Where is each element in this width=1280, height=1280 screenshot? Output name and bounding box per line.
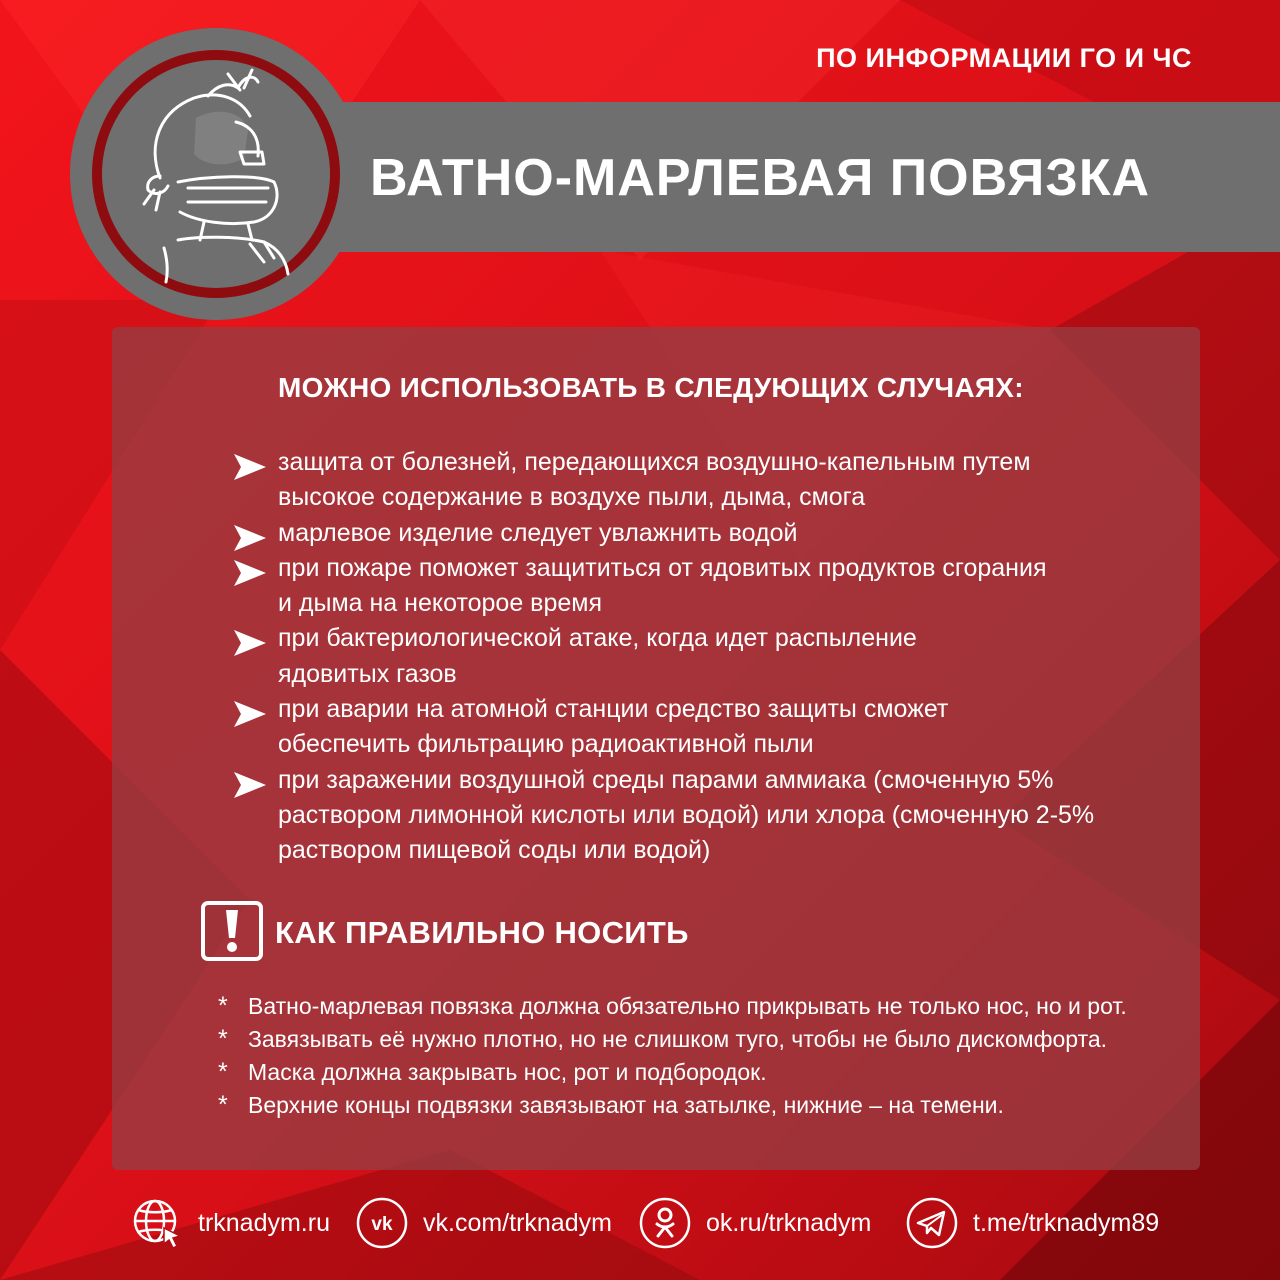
list-item [232,763,1192,869]
list-item-line: марлевое изделие следует увлажнить водой [278,518,798,547]
arrow-bullet-icon [232,628,268,658]
wear-heading: КАК ПРАВИЛЬНО НОСИТЬ [275,915,689,950]
list-item-line: при заражении воздушной среды парами аммиака (смоченную 5% [278,765,1054,794]
globe-icon [130,1196,184,1250]
ok-link-text: ok.ru/trknadym [706,1208,872,1237]
ok-link[interactable] [638,1196,871,1250]
list-item [232,445,1192,516]
list-item-text: Маска должна закрывать нос, рот и подбородок. [248,1059,767,1085]
list-item [232,551,1192,622]
usage-heading: МОЖНО ИСПОЛЬЗОВАТЬ В СЛЕДУЮЩИХ СЛУЧАЯХ: [278,372,1024,403]
list-item-line: при бактериологической атаке, когда идет распыление [278,624,917,653]
telegram-link[interactable] [905,1196,1159,1250]
svg-text:vk: vk [371,1214,393,1235]
telegram-icon [905,1196,959,1250]
star-bullet: * [218,1091,228,1119]
list-item [218,1023,1218,1056]
list-item-line: при аварии на атомной станции средство защиты сможет [278,695,949,724]
list-item-line: раствором лимонной кислоты или водой) или хлора (смоченную 2-5% [278,800,1095,829]
list-item [232,692,1192,763]
list-item-line: обеспечить фильтрацию радиоактивной пыли [278,730,814,759]
list-item-text: Завязывать её нужно плотно, но не слишком туго, чтобы не было дискомфорта. [248,1026,1108,1052]
page-title: ВАТНО-МАРЛЕВАЯ ПОВЯЗКА [370,149,1151,207]
exclamation-icon [200,900,264,962]
footer [0,1188,1280,1258]
list-item [218,1056,1218,1089]
website-link-text: trknadym.ru [198,1208,330,1237]
star-bullet: * [218,992,228,1020]
list-item [218,990,1218,1023]
wear-list [218,990,1218,1122]
list-item [232,621,1192,692]
arrow-bullet-icon [232,523,268,553]
arrow-bullet-icon [232,770,268,800]
source-label: ПО ИНФОРМАЦИИ ГО И ЧС [816,43,1192,73]
arrow-bullet-icon [232,699,268,729]
list-item [218,1089,1218,1122]
vk-link[interactable] [355,1196,612,1250]
list-item-text: Верхние концы подвязки завязывают на затылке, нижние – на темени. [248,1092,1004,1118]
arrow-bullet-icon [232,452,268,482]
list-item [232,516,1192,551]
odnoklassniki-icon [638,1196,692,1250]
arrow-bullet-icon [232,558,268,588]
list-item-text: Ватно-марлевая повязка должна обязательно прикрывать не только нос, но и рот. [248,993,1127,1019]
list-item-line: раствором пищевой соды или водой) [278,836,711,865]
vk-icon [355,1196,409,1250]
list-item-line: и дыма на некоторое время [278,589,602,618]
usage-list [232,445,1192,869]
star-bullet: * [218,1025,228,1053]
list-item-line: при пожаре поможет защититься от ядовитых продуктов сгорания [278,553,1047,582]
list-item-line: ядовитых газов [278,659,457,688]
telegram-link-text: t.me/trknadym89 [973,1208,1160,1237]
star-bullet: * [218,1058,228,1086]
masked-person-emblem-icon [68,26,364,322]
vk-link-text: vk.com/trknadym [423,1208,612,1237]
list-item-line: защита от болезней, передающихся воздушно-капельным путем [278,448,1031,476]
list-item-line: высокое содержание в воздухе пыли, дыма, смога [278,483,866,512]
website-link[interactable] [130,1196,330,1250]
